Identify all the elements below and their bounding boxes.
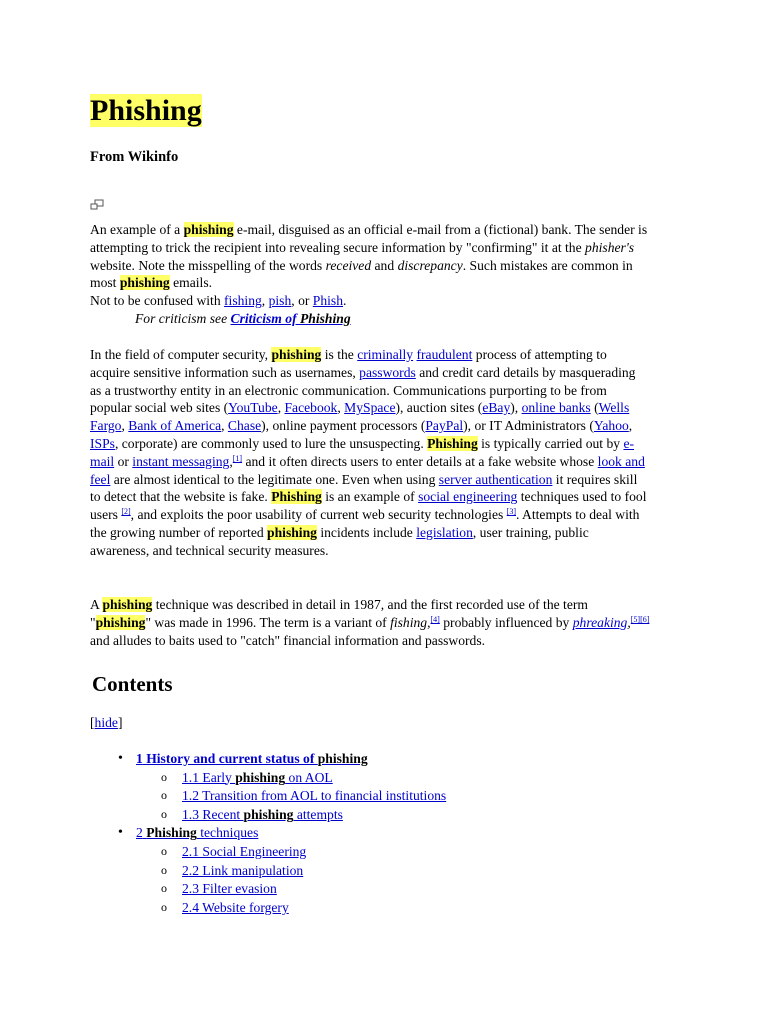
reference-link[interactable]: [1] [232, 453, 243, 463]
toc-sublist [136, 843, 618, 917]
toc-link-history[interactable]: 1 History and current status of phishing [136, 751, 368, 766]
search-highlight: phishing [102, 597, 153, 612]
magnify-clip-icon[interactable] [90, 199, 104, 211]
link-facebook[interactable]: Facebook [284, 400, 338, 416]
toc-subitem [136, 787, 618, 806]
link-server-authentication[interactable]: server authentication [438, 471, 553, 487]
site-subtitle: From Wikinfo [90, 149, 179, 165]
toc-link-social-engineering[interactable]: 2.1 Social Engineering [182, 843, 307, 859]
toc-link-recent-attempts[interactable]: 1.3 Recent phishing attempts [182, 806, 343, 822]
search-highlight: phishing [183, 222, 234, 237]
toc-subitem [136, 880, 618, 899]
toc-subitem [136, 769, 618, 788]
link-instant-messaging[interactable]: instant messaging [132, 453, 230, 469]
search-highlight: phishing [95, 614, 146, 630]
link-yahoo[interactable]: Yahoo [593, 418, 629, 434]
image-caption: An example of a phishing e-mail, disguised as an official e-mail from a (fictional) bank. The sender is attempting to trick the recipient into revealing secure information by "confirming" it at the phisher's website. Note the misspelling of the words received and discrepancy. Such mistakes are common in most phishing emails. [90, 222, 648, 291]
link-wells-fargo[interactable]: Wells Fargo [90, 400, 630, 434]
link-criticism-of-phishing[interactable]: Criticism of Phishing [230, 311, 351, 326]
link-myspace[interactable]: MySpace [344, 400, 396, 416]
search-highlight: Phishing [90, 94, 202, 127]
search-highlight: phishing [271, 347, 322, 362]
link-ebay[interactable]: eBay [482, 400, 511, 416]
contents-heading: Contents [92, 672, 173, 696]
toc-subitem [136, 899, 618, 918]
link-fraudulent[interactable]: fraudulent [416, 347, 473, 362]
link-social-engineering[interactable]: social engineering [418, 489, 518, 505]
toc-subitem [136, 843, 618, 862]
criticism-note: For criticism see Criticism of Phishing [135, 311, 351, 326]
link-pish[interactable]: pish [268, 293, 292, 308]
toc-link-techniques[interactable]: 2 Phishing techniques [136, 825, 259, 841]
toc-item [118, 824, 618, 917]
link-paypal[interactable]: PayPal [425, 418, 464, 434]
link-passwords[interactable]: passwords [359, 364, 416, 380]
search-highlight: Phishing [427, 435, 478, 451]
toc-hide-link[interactable]: hide [94, 715, 118, 730]
reference-link[interactable]: [5][6] [630, 614, 650, 624]
link-e-mail[interactable]: e-mail [90, 435, 635, 469]
toc-subitem [136, 862, 618, 881]
toc-link-link-manipulation[interactable]: 2.2 Link manipulation [182, 862, 304, 878]
link-phreaking[interactable]: phreaking [572, 614, 628, 630]
history-paragraph: A phishing technique was described in detail in 1987, and the first recorded use of the term "phishing" was made in 1996. The term is a variant of fishing,[4] probably influenced by phreaking,[5][6] and alludes to baits used to "catch" financial information and passwords. [90, 597, 650, 648]
reference-link[interactable]: [4] [430, 614, 440, 624]
search-highlight: phishing [267, 524, 317, 540]
link-online-banks[interactable]: online banks [521, 400, 591, 416]
link-isps[interactable]: ISPs [90, 435, 115, 451]
toc-sublist [136, 769, 618, 825]
link-fishing[interactable]: fishing [224, 293, 262, 308]
link-legislation[interactable]: legislation [416, 524, 473, 540]
toc-item [118, 750, 618, 824]
toc-toggle: [hide] [90, 715, 123, 730]
toc-subitem [136, 806, 618, 825]
toc-link-early-phishing-aol[interactable]: 1.1 Early phishing on AOL [182, 769, 333, 785]
link-look-and-feel[interactable]: look and feel [90, 453, 645, 487]
link-youtube[interactable]: YouTube [228, 400, 278, 416]
page-title [90, 92, 202, 130]
toc-link-website-forgery[interactable]: 2.4 Website forgery [182, 899, 289, 915]
disambiguation-note: Not to be confused with fishing, pish, or Phish. [90, 293, 347, 308]
link-criminally[interactable]: criminally [357, 347, 414, 362]
intro-paragraph: In the field of computer security, phishing is the criminally fraudulent process of attempting to acquire sensitive information such as usernames, passwords and credit card details by masquerading as a trustworthy entity in an electronic communication. Communications purporting to be from popular social web sites (YouTube, Facebook, MySpace), auction sites (eBay), online banks (Wells Fargo, Bank of America, Chase), online payment processors (PayPal), or IT Administrators (Yahoo, ISPs, corporate) are commonly used to lure the unsuspecting. Phishing is typically carried out by e-mail or instant messaging,[1] and it often directs users to enter details at a fake website whose look and feel are almost identical to the legitimate one. Even when using server authentication it requires skill to detect that the website is fake. Phishing is an example of social engineering techniques used to fool users [2], and exploits the poor usability of current web security technologies [3]. Attempts to deal with the growing number of reported phishing incidents include legislation, user training, public awareness, and technical security measures. [90, 347, 647, 558]
reference-link[interactable]: [2] [121, 507, 131, 517]
table-of-contents [118, 750, 618, 917]
link-phish[interactable]: Phish [312, 293, 344, 308]
link-bank-of-america[interactable]: Bank of America [128, 418, 222, 434]
reference-link[interactable]: [3] [506, 507, 516, 517]
search-highlight: Phishing [271, 489, 322, 505]
link-chase[interactable]: Chase [227, 418, 262, 434]
toc-link-filter-evasion[interactable]: 2.3 Filter evasion [182, 881, 277, 897]
toc-link-transition-aol[interactable]: 1.2 Transition from AOL to financial institutions [182, 788, 447, 804]
search-highlight: phishing [119, 275, 170, 291]
